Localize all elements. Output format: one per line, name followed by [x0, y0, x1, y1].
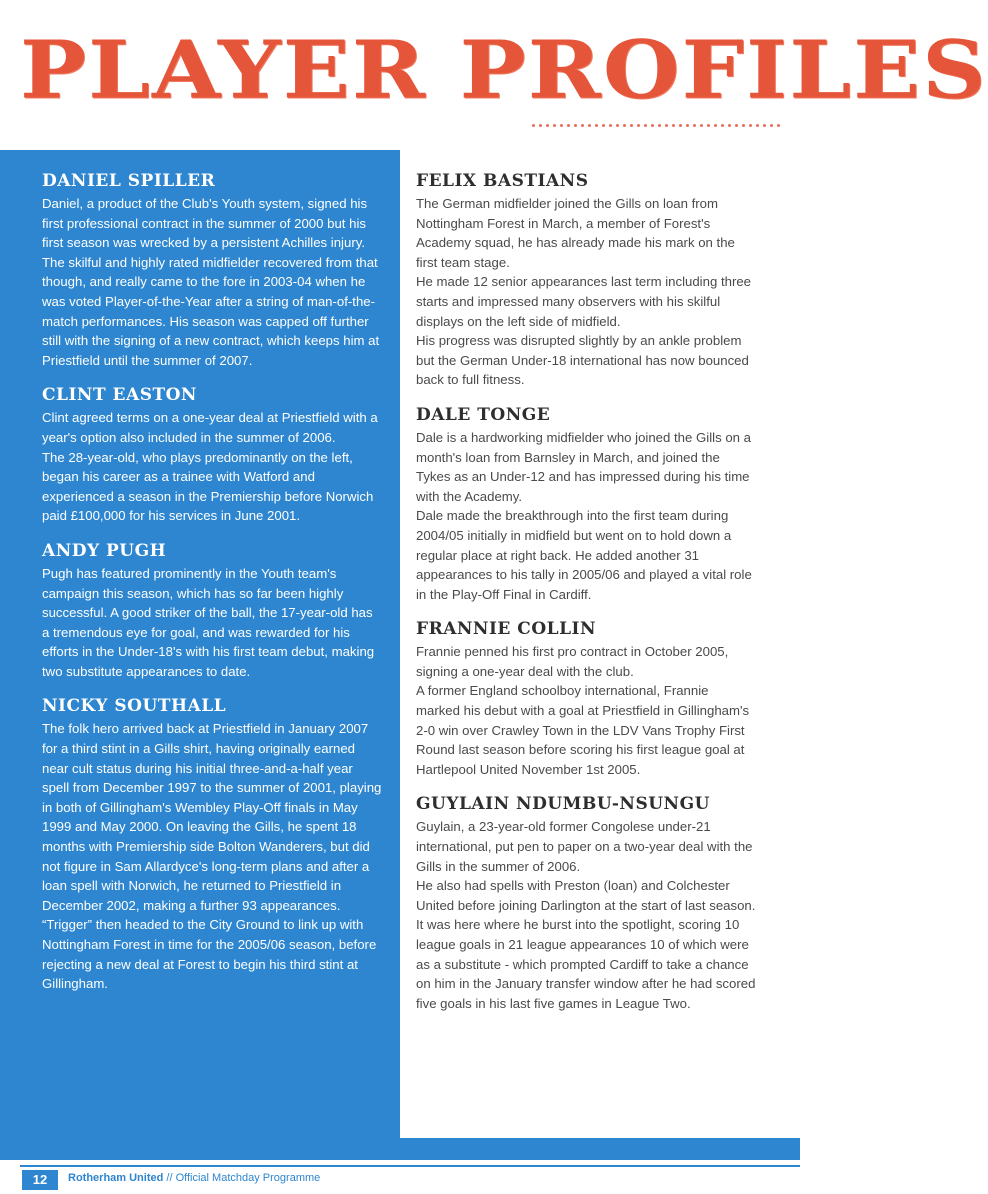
- profile-paragraph: He also had spells with Preston (loan) and Colchester United before joining Darlington at the start of last season. It was here where he burst into the spotlight, scoring 10 league goals in 21 league appearances 10 of which were as a substitute - which prompted Cardiff to take a chance on him in the January transfer window after he had scored five goals in his last five games in League Two.: [416, 878, 756, 1011]
- player-name: GUYLAIN NDUMBU-NSUNGU: [416, 794, 710, 815]
- profile-frannie-collin: [416, 618, 756, 779]
- footer-divider: [20, 1165, 800, 1167]
- profile-paragraph: The German midfielder joined the Gills on loan from Nottingham Forest in March, a member of Forest's Academy squad, he has already made his mark on the first team stage.: [416, 196, 735, 270]
- profile-andy-pugh: [42, 540, 382, 682]
- player-name: FRANNIE COLLIN: [416, 619, 597, 640]
- player-name: DALE TONGE: [416, 404, 551, 425]
- profile-paragraph: Clint agreed terms on a one-year deal at Priestfield with a year's option also included in the summer of 2006.: [42, 410, 378, 445]
- profile-guylain-ndumbu-nsungu: [416, 793, 756, 1013]
- page-footer: [0, 1160, 800, 1194]
- profile-dale-tonge: [416, 404, 756, 604]
- page-title: PLAYER PROFILES: [20, 22, 988, 117]
- profile-nicky-southall: [42, 695, 382, 993]
- profile-paragraph: Dale made the breakthrough into the first team during 2004/05 initially in midfield but went on to hold down a regular place at right back. He added another 31 appearances to his tally in 2005/06 and played a vital role in the Play-Off Final in Cardiff.: [416, 508, 752, 602]
- title-banner: [0, 0, 988, 150]
- profile-paragraph: Pugh has featured prominently in the Youth team's campaign this season, which has so far been highly successful. A good striker of the ball, the 17-year-old has a tremendous eye for goal, and was rewarded for his efforts in the Under-18's with his first team debut, making two substitute appearances to date.: [42, 565, 375, 679]
- profile-felix-bastians: [416, 170, 756, 390]
- player-name: CLINT EASTON: [42, 385, 197, 406]
- footer-publication: Official Matchday Programme: [175, 1172, 321, 1184]
- page-number: 12: [22, 1170, 58, 1190]
- profile-paragraph: The folk hero arrived back at Priestfield in January 2007 for a third stint in a Gills shirt, having originally earned near cult status during his initial three-and-a-half year spell from December 1997 to the summer of 2001, playing in both of Gillingham's Wembley Play-Off finals in May 1999 and May 2000. On leaving the Gills, he spent 18 months with Premiership side Bolton Wanderers, but did not figure in Sam Allardyce's long-term plans and after a loan spell with Norwich, he returned to Priestfield in December 2002, making a further 93 appearances. “Trigger” then headed to the City Ground to link up with Nottingham Forest in time for the 2005/06 season, before rejecting a new deal at Forest to begin his third stint at Gillingham.: [42, 721, 382, 992]
- profile-paragraph: He made 12 senior appearances last term including three starts and impressed many observers with his skilful displays on the left side of midfield.: [416, 274, 752, 329]
- profile-paragraph: The 28-year-old, who plays predominantly on the left, began his career as a trainee with Watford and experienced a season in the Premiership before Norwich paid £100,000 for his services in June 2001.: [42, 449, 374, 524]
- profile-paragraph: Daniel, a product of the Club's Youth system, signed his first professional contract in the summer of 2000 but his first season was wrecked by a persistent Achilles injury.: [42, 196, 368, 251]
- profile-clint-easton: [42, 384, 382, 526]
- profile-daniel-spiller: [42, 170, 382, 370]
- profile-paragraph: A former England schoolboy international, Frannie marked his debut with a goal at Priestfield in Gillingham's 2-0 win over Crawley Town in the LDV Vans Trophy First Round last season before scoring his first league goal at Hartlepool United November 1st 2005.: [416, 683, 750, 777]
- player-name: ANDY PUGH: [42, 540, 167, 561]
- profile-paragraph: Dale is a hardworking midfielder who joined the Gills on a month's loan from Barnsley in March, and joined the Tykes as an Under-12 and has impressed during his time with the Academy.: [416, 429, 751, 504]
- footer-club-name: Rotherham United: [68, 1172, 164, 1184]
- footer-separator: //: [163, 1172, 176, 1184]
- footer-caption: [68, 1172, 320, 1184]
- right-profiles-column: [416, 170, 756, 1027]
- player-name: NICKY SOUTHALL: [42, 696, 227, 717]
- player-name: FELIX BASTIANS: [416, 171, 589, 191]
- profile-paragraph: His progress was disrupted slightly by an ankle problem but the German Under-18 international has now bounced back to full fitness.: [416, 333, 749, 388]
- profile-paragraph: The skilful and highly rated midfielder recovered from that though, and really came to the fore in 2003-04 when he was voted Player-of-the-Year after a string of man-of-the-match performances. His season was capped off further still with the signing of a new contract, which keeps him at Priestfield until the summer of 2007.: [42, 254, 380, 368]
- player-name: DANIEL SPILLER: [42, 171, 216, 191]
- profile-paragraph: Frannie penned his first pro contract in October 2005, signing a one-year deal with the club.: [416, 644, 729, 679]
- decorative-dots: [530, 122, 780, 130]
- profile-paragraph: Guylain, a 23-year-old former Congolese under-21 international, put pen to paper on a two-year deal with the Gills in the summer of 2006.: [416, 819, 753, 874]
- left-profiles-column: [42, 170, 382, 1008]
